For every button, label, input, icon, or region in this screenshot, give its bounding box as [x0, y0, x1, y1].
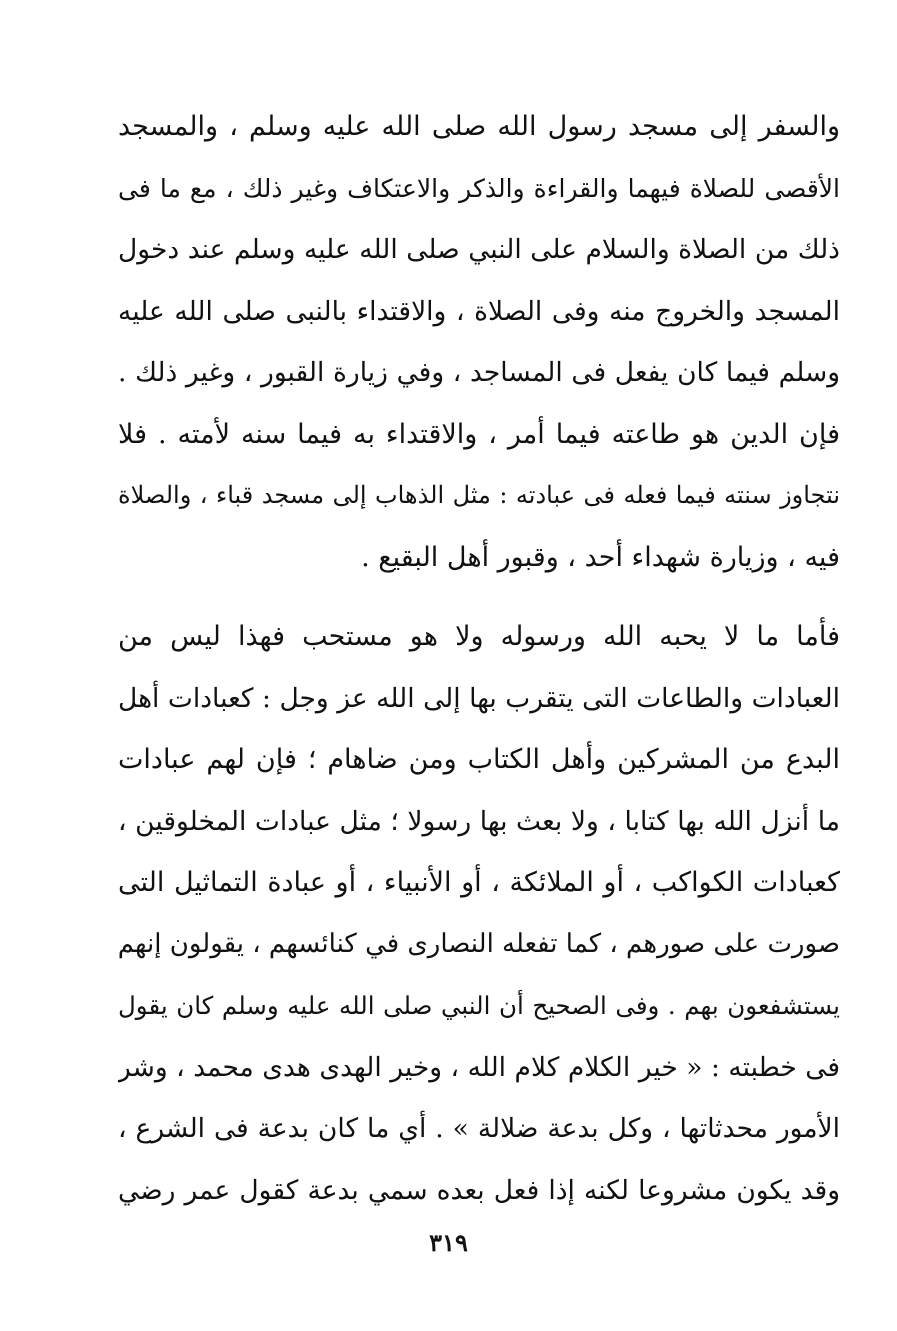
text-line: وقد يكون مشروعا لكنه إذا فعل بعده سمي بدعة كقول عمر رضي — [118, 1174, 840, 1206]
text-line: البدع من المشركين وأهل الكتاب ومن ضاهام ؛ فإن لهم عبادات — [118, 744, 840, 775]
paragraph-1 — [118, 96, 840, 588]
text-line: ما أنزل الله بها كتابا ، ولا بعث بها رسولا ؛ مثل عبادات المخلوقين ، — [118, 805, 840, 837]
text-line: الأقصى للصلاة فيهما والقراءة والذكر والاعتكاف وغير ذلك ، مع ما فى — [118, 173, 840, 203]
text-line: فإن الدين هو طاعته فيما أمر ، والاقتداء به فيما سنه لأمته . فلا — [118, 418, 840, 450]
text-line: والسفر إلى مسجد رسول الله صلى الله عليه وسلم ، والمسجد — [118, 111, 840, 142]
text-line: صورت على صورهم ، كما تفعله النصارى في كنائسهم ، يقولون إنهم — [118, 928, 840, 959]
text-line: فيه ، وزيارة شهداء أحد ، وقبور أهل البقيع . — [361, 541, 840, 573]
text-line: المسجد والخروج منه وفى الصلاة ، والاقتداء بالنبى صلى الله عليه — [118, 295, 840, 327]
page-number: ٣١٩ — [429, 1228, 468, 1257]
text-line: نتجاوز سنته فيما فعله فى عبادته : مثل الذهاب إلى مسجد قباء ، والصلاة — [118, 481, 840, 509]
text-line: وسلم فيما كان يفعل فى المساجد ، وفي زيارة القبور ، وغير ذلك . — [118, 357, 840, 388]
text-line: الأمور محدثاتها ، وكل بدعة ضلالة » . أي ما كان بدعة فى الشرع ، — [118, 1113, 840, 1144]
text-line: فأما ما لا يحبه الله ورسوله ولا هو مستحب فهذا ليس من — [118, 621, 840, 652]
text-line: ذلك من الصلاة والسلام على النبي صلى الله عليه وسلم عند دخول — [118, 234, 840, 265]
text-line: العبادات والطاعات التى يتقرب بها إلى الله عز وجل : كعبادات أهل — [118, 682, 840, 714]
text-line: فى خطبته : « خير الكلام كلام الله ، وخير الهدى هدى محمد ، وشر — [118, 1051, 840, 1083]
text-line: كعبادات الكواكب ، أو الملائكة ، أو الأنبياء ، أو عبادة التماثيل التى — [118, 867, 840, 898]
paragraph-2 — [118, 606, 840, 1221]
text-line: يستشفعون بهم . وفى الصحيح أن النبي صلى الله عليه وسلم كان يقول — [118, 991, 840, 1020]
